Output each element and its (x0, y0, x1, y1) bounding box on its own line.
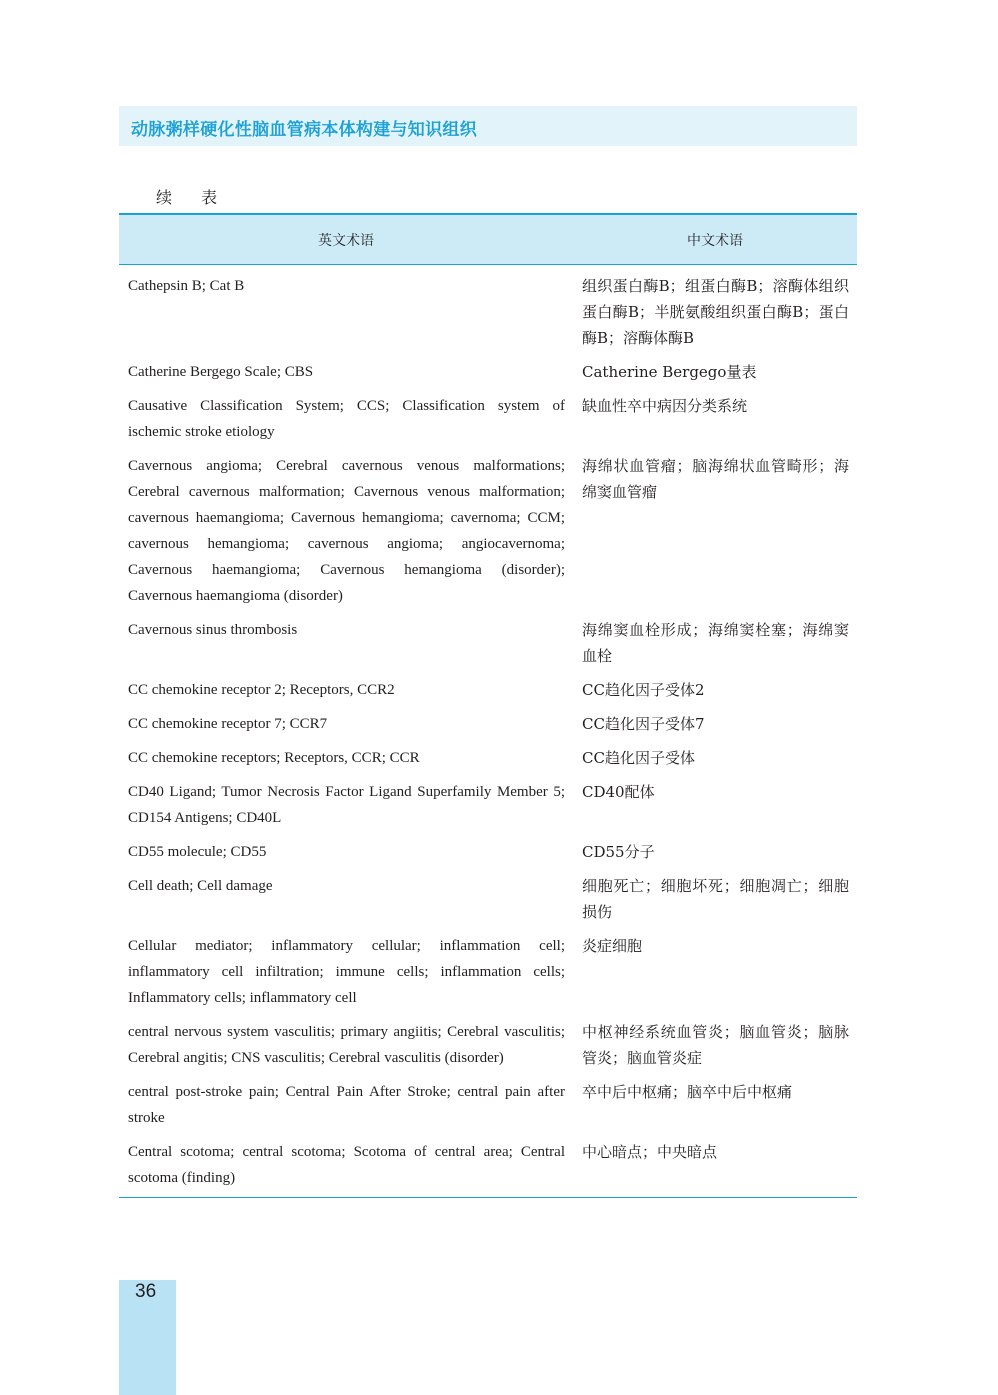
english-term: Cavernous sinus thrombosis (128, 622, 298, 638)
table-row (119, 447, 857, 611)
page-number-tab (119, 1280, 176, 1395)
english-term: Cellular mediator; inflammatory cellular; inflammation cell; inflammatory cell infiltration; immune cells; inflammation cells; Inflammatory cells; inflammatory cell (128, 938, 565, 1006)
chinese-term: 海绵窦血栓形成；海绵窦栓塞；海绵窦血栓 (582, 621, 849, 665)
english-term: CC chemokine receptor 2; Receptors, CCR2 (128, 682, 395, 698)
english-term: Catherine Bergego Scale; CBS (128, 364, 314, 380)
chinese-term: CD55分子 (582, 843, 655, 861)
table-row (119, 705, 857, 739)
chinese-term: Catherine Bergego量表 (582, 363, 757, 381)
chinese-term: 炎症细胞 (582, 937, 643, 955)
chinese-term: CC趋化因子受体7 (582, 715, 705, 733)
chinese-term: CC趋化因子受体2 (582, 681, 705, 699)
chinese-term: 组织蛋白酶B；组蛋白酶B；溶酶体组织蛋白酶B；半胱氨酸组织蛋白酶B；蛋白酶B；溶酶体酶B (582, 277, 849, 347)
english-term: Cathepsin B; Cat B (128, 278, 245, 294)
chinese-term: CD40配体 (582, 783, 655, 801)
english-term: CC chemokine receptors; Receptors, CCR; CCR (128, 750, 420, 766)
table-row (119, 833, 857, 867)
english-term: CD40 Ligand; Tumor Necrosis Factor Ligand Superfamily Member 5; CD154 Antigens; CD40L (128, 784, 565, 826)
chinese-term: 中心暗点；中央暗点 (573, 1133, 857, 1198)
page-number: 36 (135, 1281, 157, 1302)
glossary-table (119, 213, 857, 1198)
english-term: Cell death; Cell damage (128, 878, 273, 894)
english-term: CD55 molecule; CD55 (128, 844, 267, 860)
chinese-term: 缺血性卒中病因分类系统 (582, 397, 748, 415)
chinese-term: 细胞死亡；细胞坏死；细胞凋亡；细胞损伤 (582, 877, 849, 921)
chinese-term: CC趋化因子受体 (582, 749, 695, 767)
table-row (119, 1013, 857, 1073)
table-row (119, 867, 857, 927)
running-header (119, 106, 857, 146)
table-row (119, 927, 857, 1013)
table-row (119, 265, 857, 354)
english-term: Cavernous angioma; Cerebral cavernous venous malformations; Cerebral cavernous malformation; Cavernous venous malformation; cavernous haemangioma; Cavernous hemangioma; cavernoma; CCM; cavernous hemangioma; cavernous angioma; angiocavernoma; Cavernous haemangioma; Cavernous hemangioma (disorder); Cavernous haemangioma (disorder) (128, 458, 565, 604)
english-term: Central scotoma; central scotoma; Scotoma of central area; Central scotoma (finding) (119, 1133, 573, 1198)
table-header-row (119, 214, 857, 265)
chinese-term: 中枢神经系统血管炎；脑血管炎；脑脉管炎；脑血管炎症 (582, 1023, 849, 1067)
chinese-term: 海绵状血管瘤；脑海绵状血管畸形；海绵窦血管瘤 (582, 457, 849, 501)
english-term: Causative Classification System; CCS; Classification system of ischemic stroke etiology (128, 398, 565, 440)
chinese-term: 卒中后中枢痛；脑卒中后中枢痛 (582, 1083, 793, 1101)
table-row (119, 611, 857, 671)
table-row (119, 387, 857, 447)
english-term: central post-stroke pain; Central Pain After Stroke; central pain after stroke (128, 1084, 565, 1126)
table-row (119, 671, 857, 705)
running-header-title: 动脉粥样硬化性脑血管病本体构建与知识组织 (131, 120, 477, 140)
column-header-chinese: 中文术语 (573, 214, 857, 265)
english-term: central nervous system vasculitis; primary angiitis; Cerebral vasculitis; Cerebral angitis; CNS vasculitis; Cerebral vasculitis (disorder) (128, 1024, 565, 1066)
english-term: CC chemokine receptor 7; CCR7 (128, 716, 328, 732)
table-row (119, 1073, 857, 1133)
table-row (119, 739, 857, 773)
continued-label: 续 表 (156, 188, 230, 207)
table-row (119, 353, 857, 387)
table-row (119, 1133, 857, 1198)
table-row (119, 773, 857, 833)
column-header-english: 英文术语 (119, 214, 573, 265)
